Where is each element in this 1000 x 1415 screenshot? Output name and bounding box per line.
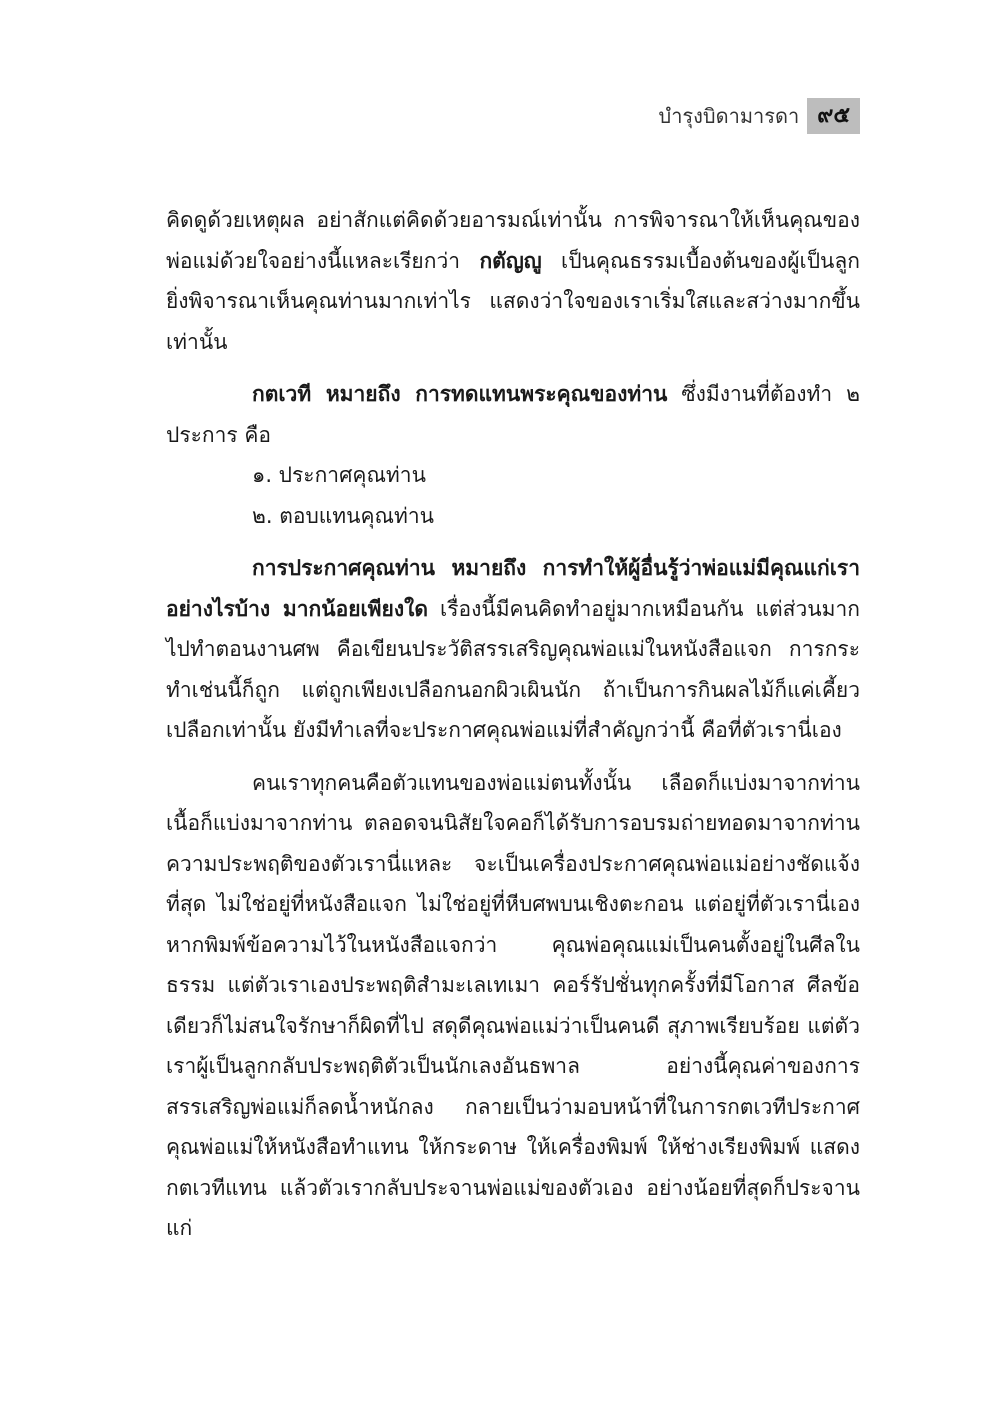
page-header xyxy=(659,98,861,134)
term-katanyu: กตัญญู xyxy=(479,248,542,273)
list-item-proclaim: ๑. ประกาศคุณท่าน xyxy=(252,463,426,487)
page-body xyxy=(166,200,860,1249)
paragraph-text: คนเราทุกคนคือตัวแทนของพ่อแม่ตนทั้งนั้น เลือดก็แบ่งมาจากท่าน เนื้อก็แบ่งมาจากท่าน ตลอดจนนิสัยใจคอก็ได้รับการอบรมถ่ายทอดมาจากท่าน ความประพฤติของตัวเรานี่แหละ จะเป็นเครื่องประกาศคุณพ่อแม่อย่างชัดแจ้งที่สุด ไม่ใช่อยู่ที่หนังสือแจก ไม่ใช่อยู่ที่หีบศพบนเชิงตะกอน แต่อยู่ที่ตัวเรานี่เอง หากพิมพ์ข้อความไว้ในหนังสือแจกว่า คุณพ่อคุณแม่เป็นคนตั้งอยู่ในศีลในธรรม แต่ตัวเราเองประพฤติสำมะเลเทเมา คอร์รัปชั่นทุกครั้งที่มีโอกาส ศีลข้อเดียวก็ไม่สนใจรักษาก็ผิดที่ไป สดุดีคุณพ่อแม่ว่าเป็นคนดี สุภาพเรียบร้อย แต่ตัวเราผู้เป็นลูกกลับประพฤติตัวเป็นนักเลงอันธพาล อย่างนี้คุณค่าของการสรรเสริญพ่อแม่ก็ลดน้ำหนักลง กลายเป็นว่ามอบหน้าที่ในการกตเวทีประกาศคุณพ่อแม่ให้หนังสือทำแทน ให้กระดาษ ให้เครื่องพิมพ์ ให้ช่างเรียงพิมพ์ แสดงกตเวทีแทน แล้วตัวเรากลับประจานพ่อแม่ของตัวเอง อย่างน้อยที่สุดก็ประจานแก่ xyxy=(166,770,860,1240)
paragraph-text: เป็นคุณธรรมเบื้องต้นของผู้เป็นลูก ยิ่งพิจารณาเห็นคุณท่านมากเท่าไร แสดงว่าใจของเราเริ่มใสและสว่างมากขึ้นเท่านั้น xyxy=(166,248,860,354)
page-number: ๙๕ xyxy=(807,98,860,134)
term-katavethi-definition: กตเวที หมายถึง การทดแทนพระคุณของท่าน xyxy=(252,382,668,406)
paragraph-katavethi xyxy=(166,374,860,455)
running-title: บำรุงบิดามารดา xyxy=(658,104,800,128)
paragraph-proclaim xyxy=(166,548,860,751)
paragraph-gratitude xyxy=(166,200,860,362)
term-proclaim-definition: การประกาศคุณท่าน หมายถึง การทำให้ผู้อื่นรู้ว่าพ่อแม่มีคุณแก่เราอย่างไรบ้าง มากน้อยเพียงใด xyxy=(166,556,860,621)
paragraph-text: ซึ่งมีงานที่ต้องทำ ๒ ประการ คือ xyxy=(166,382,860,447)
paragraph-representatives xyxy=(166,763,860,1249)
paragraph-text: คิดดูด้วยเหตุผล อย่าสักแต่คิดด้วยอารมณ์เท่านั้น การพิจารณาให้เห็นคุณของพ่อแม่ด้วยใจอย่างนี้แหละเรียกว่า xyxy=(166,208,860,273)
paragraph-text: เรื่องนี้มีคนคิดทำอยู่มากเหมือนกัน แต่ส่วนมากไปทำตอนงานศพ คือเขียนประวัติสรรเสริญคุณพ่อแม่ในหนังสือแจก การกระทำเช่นนี้ก็ถูก แต่ถูกเพียงเปลือกนอกผิวเผินนัก ถ้าเป็นการกินผลไม้ก็แค่เคี้ยวเปลือกเท่านั้น ยังมีทำเลที่จะประกาศคุณพ่อแม่ที่สำคัญกว่านี้ คือที่ตัวเรานี่เอง xyxy=(166,596,860,742)
list-item-repay: ๒. ตอบแทนคุณท่าน xyxy=(252,503,435,528)
